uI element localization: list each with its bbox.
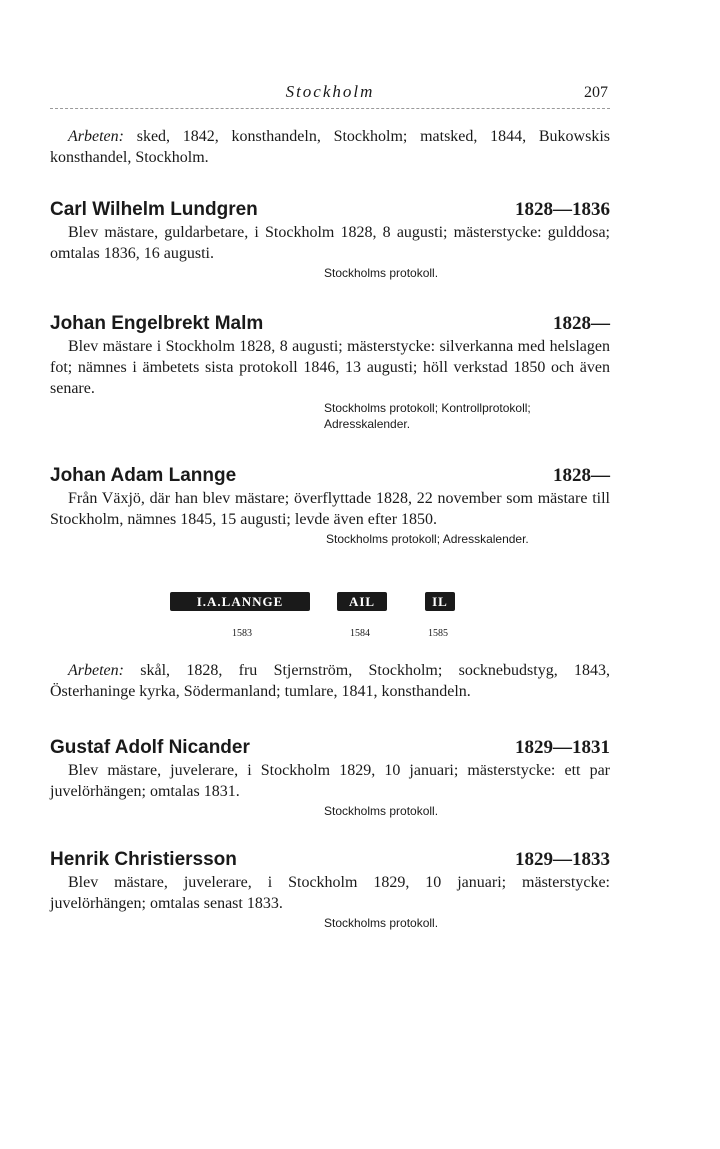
entry-name: Gustaf Adolf Nicander: [50, 737, 250, 758]
mark-number: 1585: [428, 628, 448, 639]
entry-source: Stockholms protokoll.: [324, 916, 439, 930]
entry-source: Stockholms protokoll.: [324, 804, 439, 818]
entry-name: Johan Engelbrekt Malm: [50, 313, 264, 334]
makers-mark-stamp: I.A.LANNGE: [170, 592, 310, 611]
entry-years: 1828—: [553, 465, 610, 486]
works-text: sked, 1842, konsthandeln, Stockholm; matsked, 1844, Bukowskis konsthandel, Stockholm.: [50, 128, 610, 166]
makers-mark-stamp: AIL: [337, 592, 387, 611]
works-label: Arbeten:: [68, 662, 124, 679]
entry-source: Stockholms protokoll; Adresskalender.: [326, 532, 529, 546]
works-text: skål, 1828, fru Stjernström, Stockholm; socknebudstyg, 1843, Österhaninge kyrka, Södermanland; tumlare, 1841, konsthandeln.: [50, 662, 610, 700]
intro-works: [50, 126, 610, 168]
entry-lannge: [50, 464, 610, 547]
entry-text: Blev mästare, juvelerare, i Stockholm 1829, 10 januari; mästerstycke: juvelörhängen; omtalas senast 1833.: [50, 874, 610, 912]
entry-text: Blev mästare, juvelerare, i Stockholm 1829, 10 januari; mästerstycke: ett par juvelörhängen; omtalas 1831.: [50, 762, 610, 800]
entry-text: Blev mästare, guldarbetare, i Stockholm 1828, 8 augusti; mästerstycke: gulddosa; omtalas 1836, 16 augusti.: [50, 224, 610, 262]
entry-heading: [50, 464, 610, 488]
mark-number: 1583: [232, 628, 252, 639]
entry-heading: [50, 312, 610, 336]
entry-heading: [50, 848, 610, 872]
works-paragraph: [50, 660, 610, 702]
entry-heading: [50, 736, 610, 760]
entry-source: Stockholms protokoll; Kontrollprotokoll; Adresskalender.: [324, 401, 531, 431]
entry-years: 1828—: [553, 313, 610, 334]
entry-source: Stockholms protokoll.: [324, 266, 439, 280]
makers-marks: [170, 592, 490, 642]
entry-years: 1828—1836: [515, 199, 610, 220]
entry-nicander: [50, 736, 610, 819]
makers-mark-stamp: IL: [425, 592, 455, 611]
works-label: Arbeten:: [68, 128, 124, 145]
entry-lundgren: [50, 198, 610, 281]
entry-name: Carl Wilhelm Lundgren: [50, 199, 258, 220]
intro-paragraph: [50, 126, 610, 168]
running-title: Stockholm: [285, 82, 375, 101]
entry-malm: [50, 312, 610, 432]
entry-heading: [50, 198, 610, 222]
entry-christiersson: [50, 848, 610, 931]
entry-text: Blev mästare i Stockholm 1828, 8 augusti; mästerstycke: silverkanna med helslagen fot; nämnes i ämbetets sista protokoll 1846, 13 augusti; höll verkstad 1850 och även senare.: [50, 338, 610, 397]
entry-years: 1829—1833: [515, 849, 610, 870]
entry-name: Johan Adam Lannge: [50, 465, 237, 486]
entry-text: Från Växjö, där han blev mästare; överflyttade 1828, 22 november som mästare till Stockholm, nämnes 1845, 15 augusti; levde även efter 1850.: [50, 490, 610, 528]
mark-number: 1584: [350, 628, 370, 639]
lannge-works: [50, 660, 610, 702]
page-header: [50, 82, 610, 109]
page-number: 207: [584, 84, 608, 101]
entry-years: 1829—1831: [515, 737, 610, 758]
entry-name: Henrik Christiersson: [50, 849, 237, 870]
